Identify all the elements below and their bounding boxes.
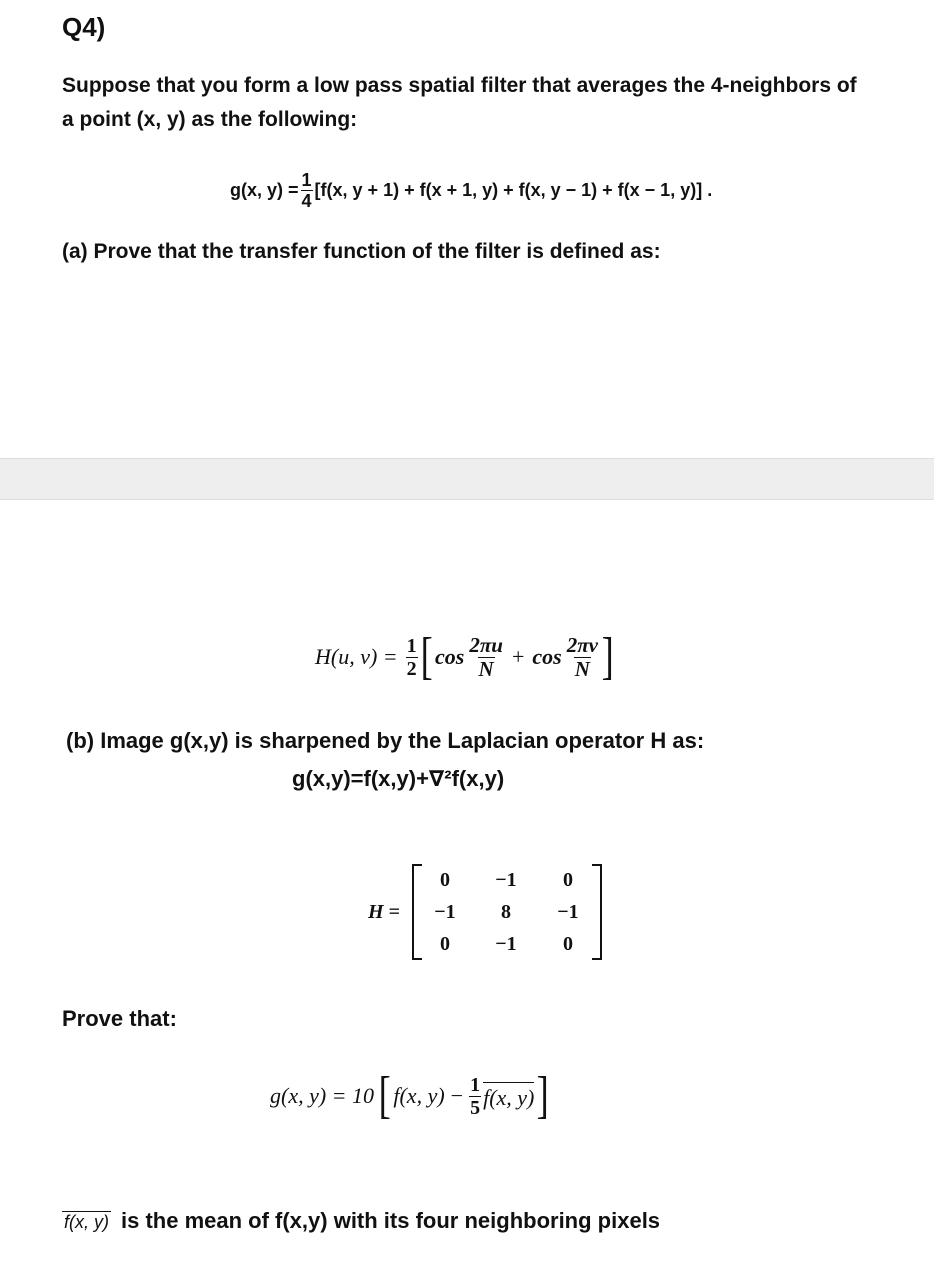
sharpened-result-equation: [270, 1056, 552, 1136]
part-b-text: (b) Image g(x,y) is sharpened by the Laplacian operator H as:: [66, 728, 705, 753]
matrix-cell: −1: [434, 900, 456, 923]
matrix-left-bracket: [412, 864, 422, 960]
matrix-lhs: H =: [368, 900, 400, 923]
right-bracket: ]: [536, 1067, 550, 1124]
eq-g-rhs: [f(x, y + 1) + f(x + 1, y) + f(x, y − 1) + f(x − 1, y)] .: [314, 179, 713, 200]
sharpening-equation: g(x,y)=f(x,y)+∇²f(x,y): [292, 766, 505, 791]
prove-that-label: Prove that:: [62, 1006, 177, 1031]
question-title: Q4): [62, 12, 106, 42]
fraction-numerator: 1: [470, 1073, 481, 1096]
plus-sign: +: [511, 644, 525, 669]
fraction-denominator: N: [574, 656, 590, 681]
one-half-fraction: [406, 636, 418, 679]
averaging-filter-equation: [230, 160, 712, 220]
minus-sign: −: [450, 1083, 464, 1108]
part-a-text: (a) Prove that the transfer function of the filter is defined as:: [62, 240, 661, 263]
eq-h-lhs: H(u, v) =: [315, 644, 398, 669]
matrix-cell: −1: [557, 900, 579, 923]
right-bracket: ]: [601, 628, 614, 685]
one-fifth-fraction: [469, 1075, 481, 1118]
footer-note: [62, 1208, 660, 1234]
matrix-cell: 0: [562, 932, 573, 955]
laplacian-matrix: [422, 864, 592, 960]
fraction-numerator: 1: [301, 169, 312, 190]
one-quarter-fraction: [301, 171, 313, 210]
final-lhs: g(x, y) = 10: [270, 1083, 375, 1108]
matrix-right-bracket: [592, 864, 602, 960]
left-bracket: [: [420, 628, 433, 685]
eq-g-lhs: g(x, y) =: [230, 179, 299, 200]
fraction-numerator: 2πv: [566, 632, 599, 657]
two-pi-u-over-n: [468, 632, 504, 681]
left-bracket: [: [378, 1067, 391, 1124]
matrix-cell: 0: [439, 868, 450, 891]
two-pi-v-over-n: [566, 632, 599, 681]
fraction-denominator: 4: [301, 190, 312, 211]
laplacian-matrix-equation: [368, 864, 602, 960]
matrix-cell: 8: [500, 900, 511, 923]
intro-line-2: a point (x, y) as the following:: [62, 108, 358, 131]
footer-text: is the mean of f(x,y) with its four neighboring pixels: [121, 1208, 661, 1233]
fraction-denominator: N: [478, 656, 494, 681]
matrix-cell: 0: [439, 932, 450, 955]
matrix-cell: −1: [495, 932, 517, 955]
page-break: [0, 458, 934, 500]
intro-line-1: Suppose that you form a low pass spatial filter that averages the 4-neighbors of: [62, 74, 857, 97]
mean-symbol: f(x, y): [64, 1212, 109, 1232]
matrix-cell: −1: [495, 868, 517, 891]
fraction-denominator: 2: [406, 657, 417, 680]
matrix-cell: 0: [562, 868, 573, 891]
fraction-numerator: 2πu: [469, 632, 503, 657]
cos-term-2: cos: [532, 644, 562, 669]
cos-term-1: cos: [434, 644, 465, 669]
fraction-numerator: 1: [406, 634, 417, 657]
transfer-function-equation: [315, 622, 616, 692]
final-term-1: f(x, y): [393, 1083, 445, 1108]
fraction-denominator: 5: [470, 1096, 481, 1119]
final-term-mean: f(x, y): [483, 1082, 534, 1111]
